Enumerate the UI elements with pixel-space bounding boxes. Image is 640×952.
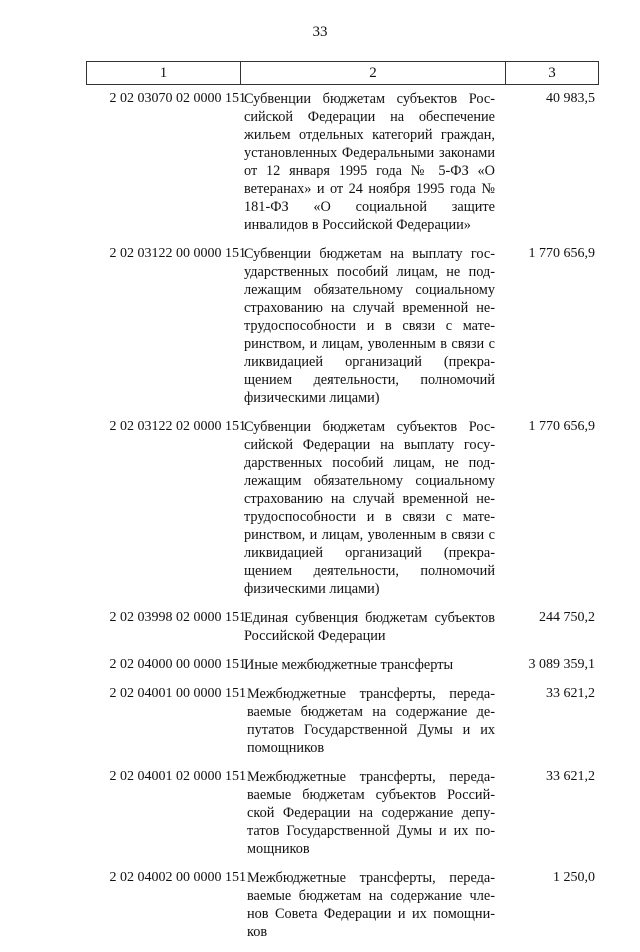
row-amount: 1 770 656,9 — [528, 419, 595, 434]
budget-code: 2 02 04001 02 0000 151 — [109, 769, 246, 784]
column-header-table — [86, 61, 599, 85]
budget-code: 2 02 04000 00 0000 151 — [109, 657, 246, 672]
page-number: 33 — [312, 24, 328, 40]
table-row — [0, 685, 640, 757]
budget-code: 2 02 03122 00 0000 151 — [109, 246, 246, 261]
row-description: Субвенции бюджетам на выплату государственных пособий лицам, не подлежащим обязательному социальному страхованию на случай временной нетрудоспособности и в связи с материнством, и лицам, уволенным в связи с ликвидацией организаций (прекращением деятельности, полномочий физическими лицами) — [244, 246, 495, 406]
row-amount: 1 770 656,9 — [528, 246, 595, 261]
row-description: Межбюджетные трансферты, передаваемые бюджетам субъектов Российской Федерации на содержание депутатов Государственной Думы и их помощников — [247, 769, 495, 857]
row-amount: 33 621,2 — [546, 769, 595, 784]
table-row — [0, 869, 640, 941]
row-amount: 1 250,0 — [553, 870, 595, 885]
table-row — [0, 656, 640, 674]
column-header-1: 1 — [87, 62, 241, 85]
budget-code: 2 02 03122 02 0000 151 — [109, 419, 246, 434]
row-description: Межбюджетные трансферты, передаваемые бюджетам на содержание членов Совета Федерации и их помощников — [247, 870, 495, 940]
budget-code: 2 02 03998 02 0000 151 — [109, 610, 246, 625]
budget-code: 2 02 03070 02 0000 151 — [109, 91, 246, 106]
row-amount: 3 089 359,1 — [528, 657, 595, 672]
column-header-2: 2 — [241, 62, 506, 85]
table-row — [0, 418, 640, 598]
row-description: Субвенции бюджетам субъектов Российской Федерации на обеспечение жильем отдельных категорий граждан, установленных Федеральными законами от 12 января 1995 года № 5-ФЗ «О ветеранах» и от 24 ноября 1995 года № 181-ФЗ «О социальной защите инвалидов в Российской Федерации» — [244, 91, 495, 233]
column-header-3: 3 — [506, 62, 599, 85]
row-description: Иные межбюджетные трансферты — [244, 657, 454, 673]
table-row — [0, 609, 640, 645]
table-row — [0, 768, 640, 858]
row-description: Межбюджетные трансферты, передаваемые бюджетам на содержание депутатов Государственной Думы и их помощников — [247, 686, 495, 756]
budget-table-body — [0, 90, 640, 952]
table-row — [0, 245, 640, 407]
table-row — [0, 90, 640, 234]
budget-code: 2 02 04001 00 0000 151 — [109, 686, 246, 701]
row-amount: 40 983,5 — [546, 91, 595, 106]
row-description: Единая субвенция бюджетам субъектов Российской Федерации — [244, 610, 495, 644]
row-amount: 244 750,2 — [539, 610, 595, 625]
budget-code: 2 02 04002 00 0000 151 — [109, 870, 246, 885]
row-amount: 33 621,2 — [546, 686, 595, 701]
row-description: Субвенции бюджетам субъектов Российской Федерации на выплату государственных пособий лицам, не подлежащим обязательному социальному страхованию на случай временной нетрудоспособности и в связи с материнством, и лицам, уволенным в связи с ликвидацией организаций (прекращением деятельности, полномочий физическими лицами) — [244, 419, 495, 597]
